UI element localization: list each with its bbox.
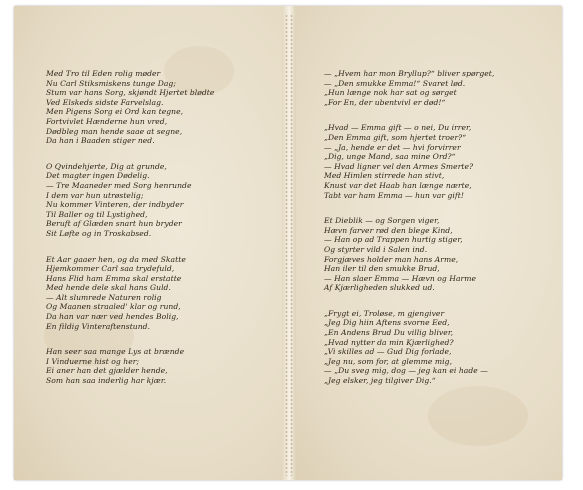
songbook-spread xyxy=(14,6,562,480)
verse-line: „Frygt ei, Troløse, m gjengiver xyxy=(324,308,445,318)
verse-line: Ved Elskeds sidste Farvelslag. xyxy=(46,97,164,107)
stanza xyxy=(324,309,494,386)
verse-line: Af Kjærligheden slukked ud. xyxy=(324,283,435,293)
verse-line: — Alt slumrede Naturen rolig xyxy=(46,292,162,302)
fold-perforation-right xyxy=(290,14,293,476)
verse-line: — Han slaer Emma — Hævn og Harme xyxy=(324,273,477,283)
verse-line: „Vi skilles ad — Gud Dig forlade, xyxy=(324,347,452,357)
left-text-column xyxy=(46,69,214,402)
verse-line: „Jeg Dig hiin Aftens svorne Eed, xyxy=(324,318,450,328)
center-fold xyxy=(282,6,296,480)
verse-line: I Vinduerne hist og her; xyxy=(46,356,140,366)
verse-line: „Hun længe nok har sat og sørget xyxy=(324,88,457,98)
verse-line: Dødbleg man hende saae at segne, xyxy=(46,126,183,136)
verse-line: — „Den smukke Emma!“ Svaret lød. xyxy=(324,78,466,88)
stanza xyxy=(46,69,214,146)
verse-line: Han iler til den smukke Brud, xyxy=(324,264,440,274)
verse-line: — „Du sveg mig, dog — jeg kan ei hade — xyxy=(324,366,488,376)
verse-line: „Hvad nytter da min Kjærlighed? xyxy=(324,337,454,347)
verse-line: Knust var det Haab han længe nærte, xyxy=(324,180,472,190)
verse-line: Hans Flid ham Emma skal erstatte xyxy=(46,273,182,283)
verse-line: Og styrter vild i Salen ind. xyxy=(324,244,428,254)
verse-line: „Hvad — Emma gift — o nei, Du irrer, xyxy=(324,123,472,133)
stanza xyxy=(324,216,494,293)
verse-line: Hævn farver rød den blege Kind, xyxy=(324,225,453,235)
verse-line: Beruft af Glæden snart hun bryder xyxy=(46,219,182,229)
verse-line: Til Baller og til Lystighed, xyxy=(46,209,148,219)
verse-line: Det magter ingen Dødelig. xyxy=(46,171,150,181)
verse-line: Tabt var ham Emma — hun var gift! xyxy=(324,190,464,200)
verse-line: Med Himlen stirrede han stivt, xyxy=(324,171,445,181)
verse-line: Fortvivlet Hænderne hun vred, xyxy=(46,116,168,126)
stanza xyxy=(324,123,494,200)
verse-line: Sit Løfte og in Troskabsed. xyxy=(46,228,152,238)
stanza xyxy=(324,69,494,107)
verse-line: „Jeg elsker, jeg tilgiver Dig.“ xyxy=(324,376,436,386)
verse-line: — „Ja, hende er det — hvi forvirrer xyxy=(324,142,461,152)
verse-line: — „Hvem har mon Bryllup?“ bliver spørget, xyxy=(324,69,495,78)
verse-line: Da han var nær ved hendes Bolig, xyxy=(46,312,179,322)
verse-line: Et Aar gaaer hen, og da med Skatte xyxy=(46,254,186,264)
verse-line: Stum var hans Sorg, skjøndt Hjertet blødte xyxy=(46,88,215,98)
stanza xyxy=(46,162,214,239)
verse-line: — Tre Maaneder med Sorg henrunde xyxy=(46,180,192,190)
right-page xyxy=(288,6,562,480)
verse-line: Nu kommer Vinteren, der indbyder xyxy=(46,200,184,210)
left-page xyxy=(14,6,288,480)
verse-line: „En Andens Brud Du villig bliver, xyxy=(324,328,454,338)
right-text-column xyxy=(324,69,494,402)
verse-line: Med hende dele skal hans Guld. xyxy=(46,283,171,293)
verse-line: Forgjæves holder man hans Arme, xyxy=(324,254,459,264)
verse-line: „For En, der ubentvivl er død!“ xyxy=(324,97,446,107)
verse-line: — Han op ad Trappen hurtig stiger, xyxy=(324,235,463,245)
verse-line: Et Dieblik — og Sorgen viger, xyxy=(324,216,440,226)
stanza xyxy=(46,347,214,385)
verse-line: En fildig Vinteraftenstund. xyxy=(46,321,151,331)
verse-line: Men Pigens Sorg ei Ord kan tegne, xyxy=(46,107,184,117)
verse-line: „Jeg nu, som for, at glemme mig, xyxy=(324,356,453,366)
verse-line: „Den Emma gift, som hjertet troer?“ xyxy=(324,132,467,142)
verse-line: I dem var hun utrøstelig; xyxy=(46,190,144,200)
verse-line: Nu Carl Stiksmiskens tunge Dag; xyxy=(46,78,176,88)
verse-line: Hjemkommer Carl saa trydefuld, xyxy=(46,264,175,274)
fold-perforation-left xyxy=(285,14,288,476)
verse-line: — Hvad ligner vel den Armes Smerte? xyxy=(324,161,474,171)
verse-line: O Qvindehjerte, Dig at grunde, xyxy=(46,161,167,171)
verse-line: Ei aner han det gjælder hende, xyxy=(46,366,168,376)
stanza xyxy=(46,255,214,332)
verse-line: Da han i Baaden stiger ned. xyxy=(46,136,155,146)
verse-line: Han seer saa mange Lys at brænde xyxy=(46,347,185,357)
verse-line: Med Tro til Eden rolig møder xyxy=(46,69,161,78)
verse-line: Og Maanen straaled' klar og rund, xyxy=(46,302,181,312)
verse-line: Som han saa inderlig har kjær. xyxy=(46,376,167,386)
verse-line: „Dig, unge Mand, saa mine Ord?“ xyxy=(324,152,456,162)
